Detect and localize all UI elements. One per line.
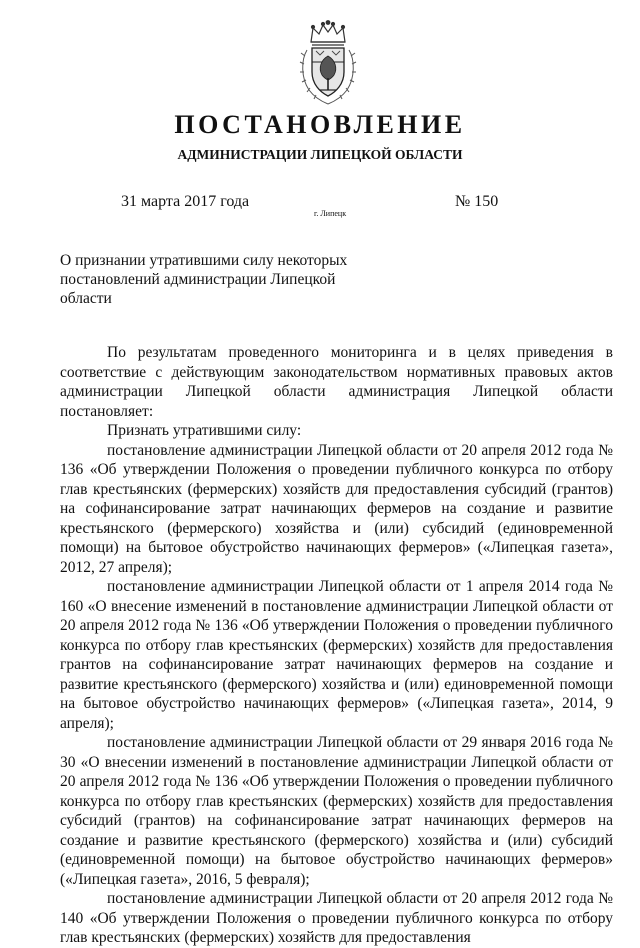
document-body [60,343,613,948]
coat-of-arms-icon [299,20,357,106]
body-item-paragraph: постановление администрации Липецкой области от 20 апреля 2012 года № 136 «Об утверждении Положения о проведении публичного конкурса по отбору глав крестьянских (фермерских) хозяйств для предоставления субсидий (грантов) на софинансирование затрат начинающих фермеров на создание и развитие крестьянского (фермерского) хозяйства и (или) субсидий (единовременной помощи) на бытовое обустройство начинающих фермеров» («Липецкая газета», 2012, 27 апреля); [60,441,613,576]
body-item-paragraph: постановление администрации Липецкой области от 29 января 2016 года № 30 «О внесении изменений в постановление администрации Липецкой области от 20 апреля 2012 года № 136 «Об утверждении Положения о проведении публичного конкурса по отбору глав крестьянских (фермерских) хозяйств для предоставления субсидий (грантов) на софинансирование затрат начинающих фермеров на создание и развитие крестьянского (фермерского) хозяйства и (или) субсидий (единовременной помощи) на бытовое обустройство начинающих фермеров» («Липецкая газета», 2016, 5 февраля); [60,734,613,888]
document-subject: О признании утратившими силу некоторых постановлений администрации Липецкой области [60,252,348,307]
body-item-paragraph: постановление администрации Липецкой области от 20 апреля 2012 года № 140 «Об утверждении Положения о проведении публичного конкурса по отбору глав крестьянских (фермерских) хозяйств для предоставления [60,890,613,946]
body-recognize-paragraph: Признать утратившими силу: [107,422,302,439]
document-city: г. Липецк [314,209,347,218]
body-intro-paragraph: По результатам проведенного мониторинга и в целях приведения в соответствие с действующим законодательством нормативных правовых актов администрации Липецкой области администрация Липецкой области постановляет: [60,344,613,420]
document-date: 31 марта 2017 года [121,193,250,210]
document-number: № 150 [455,193,499,210]
document-issuer: АДМИНИСТРАЦИИ ЛИПЕЦКОЙ ОБЛАСТИ [177,147,463,162]
document-title: ПОСТАНОВЛЕНИЕ [174,110,466,139]
body-item-paragraph: постановление администрации Липецкой области от 1 апреля 2014 года № 160 «О внесение изменений в постановление администрации Липецкой области от 20 апреля 2012 года № 136 «Об утверждении Положения о проведении публичного конкурса по отбору глав крестьянских (фермерских) хозяйств для предоставления грантов на софинансирование затрат начинающих фермеров на создание и развитие крестьянского (фермерского) хозяйства и (или) единовременной помощи на бытовое обустройство начинающих фермеров» («Липецкая газета», 2014, 9 апреля); [60,578,613,732]
